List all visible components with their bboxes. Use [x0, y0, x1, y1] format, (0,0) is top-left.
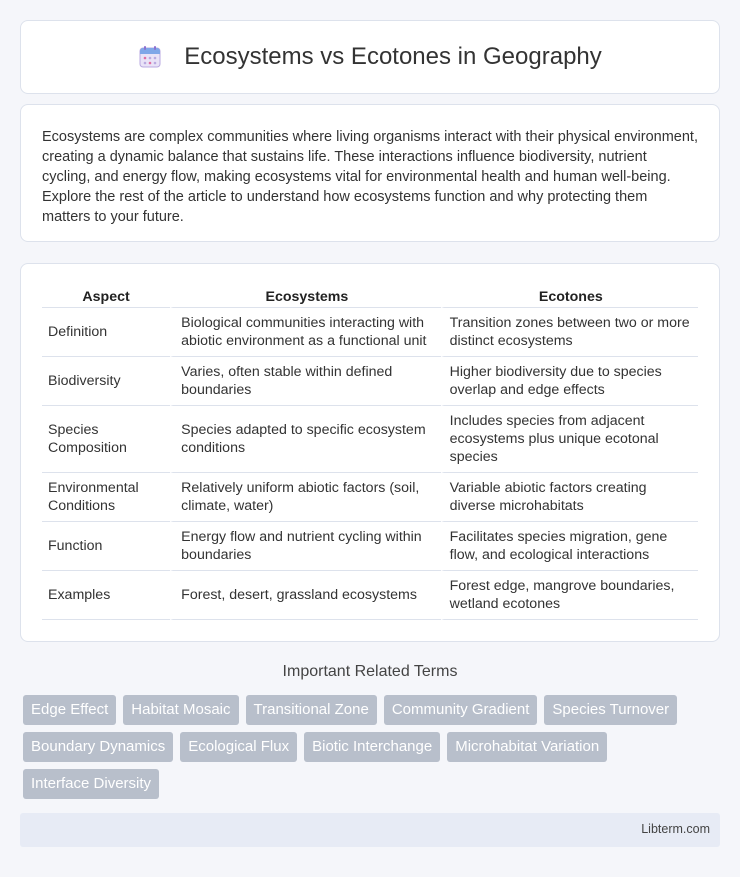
related-term-tag[interactable]: Interface Diversity [23, 769, 159, 799]
cell-ecotones: Higher biodiversity due to species overlap and edge effects [441, 357, 698, 406]
cell-ecotones: Facilitates species migration, gene flow, and ecological interactions [441, 522, 698, 571]
table-row [42, 406, 698, 473]
related-terms-list [23, 695, 723, 799]
intro-card [20, 104, 720, 242]
cell-ecosystems: Energy flow and nutrient cycling within boundaries [170, 522, 440, 571]
calendar-icon [138, 45, 162, 69]
cell-ecosystems: Species adapted to specific ecosystem conditions [170, 406, 440, 473]
cell-ecotones: Variable abiotic factors creating diverse microhabitats [441, 473, 698, 522]
header-ecotones: Ecotones [441, 286, 698, 308]
table-row [42, 571, 698, 620]
related-term-tag[interactable]: Edge Effect [23, 695, 116, 725]
table-row [42, 522, 698, 571]
cell-aspect: Environmental Conditions [42, 473, 170, 522]
footer-site-link[interactable]: Libterm.com [641, 822, 710, 836]
header-ecosystems: Ecosystems [170, 286, 440, 308]
cell-ecosystems: Biological communities interacting with abiotic environment as a functional unit [170, 308, 440, 357]
cell-ecotones: Transition zones between two or more distinct ecosystems [441, 308, 698, 357]
cell-aspect: Function [42, 522, 170, 571]
cell-ecotones: Forest edge, mangrove boundaries, wetland ecotones [441, 571, 698, 620]
cell-ecosystems: Relatively uniform abiotic factors (soil, climate, water) [170, 473, 440, 522]
related-term-tag[interactable]: Boundary Dynamics [23, 732, 173, 762]
related-term-tag[interactable]: Ecological Flux [180, 732, 297, 762]
intro-paragraph: Ecosystems are complex communities where living organisms interact with their physical environment, creating a dynamic balance that sustains life. These interactions influence biodiversity, nutrient cycling, and energy flow, making ecosystems vital for environmental health and human well-being. Explore the rest of the article to understand how ecosystems function and why protecting them matters to your future. [42, 129, 698, 225]
table-row [42, 308, 698, 357]
related-term-tag[interactable]: Microhabitat Variation [447, 732, 607, 762]
comparison-card [20, 263, 720, 642]
related-term-tag[interactable]: Transitional Zone [246, 695, 377, 725]
cell-ecosystems: Forest, desert, grassland ecosystems [170, 571, 440, 620]
related-term-tag[interactable]: Species Turnover [544, 695, 677, 725]
cell-aspect: Species Composition [42, 406, 170, 473]
related-term-tag[interactable]: Habitat Mosaic [123, 695, 238, 725]
cell-ecotones: Includes species from adjacent ecosystems plus unique ecotonal species [441, 406, 698, 473]
page-title: Ecosystems vs Ecotones in Geography [184, 43, 602, 70]
comparison-table [42, 286, 698, 620]
related-terms-title: Important Related Terms [282, 663, 458, 680]
header-card [20, 20, 720, 94]
cell-aspect: Examples [42, 571, 170, 620]
table-row [42, 473, 698, 522]
cell-ecosystems: Varies, often stable within defined boundaries [170, 357, 440, 406]
cell-aspect: Biodiversity [42, 357, 170, 406]
related-term-tag[interactable]: Biotic Interchange [304, 732, 440, 762]
table-header-row [42, 286, 698, 308]
footer [20, 813, 720, 847]
related-term-tag[interactable]: Community Gradient [384, 695, 538, 725]
table-row [42, 357, 698, 406]
cell-aspect: Definition [42, 308, 170, 357]
header-aspect: Aspect [42, 286, 170, 308]
